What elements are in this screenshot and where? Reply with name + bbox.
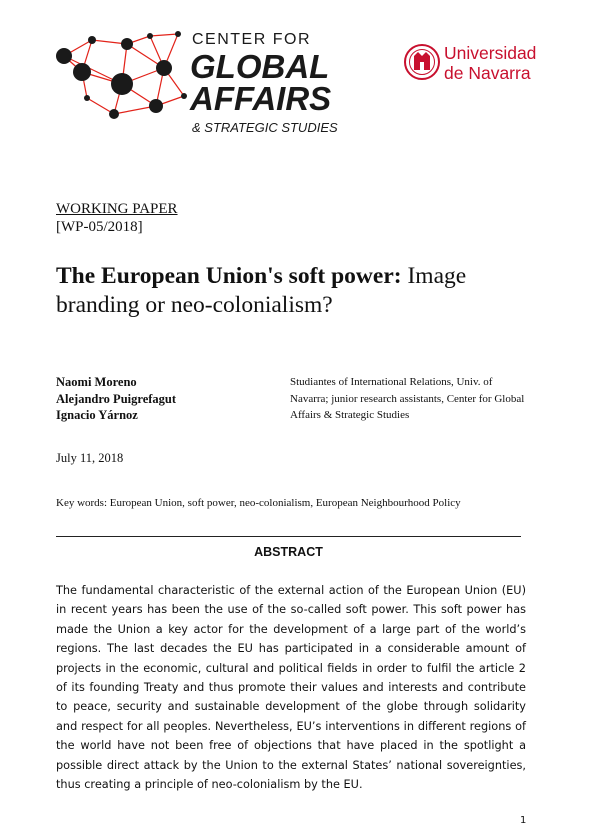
- cga-logo: [52, 26, 352, 138]
- paper-title-bold: The European Union's soft power:: [56, 263, 402, 289]
- working-paper-number: [WP-05/2018]: [56, 219, 143, 235]
- unav-logo-line1: Universidad: [444, 43, 537, 63]
- section-divider: [56, 536, 521, 537]
- universidad-de-navarra-logo: [404, 36, 544, 92]
- cga-logo-line1: CENTER FOR: [192, 31, 311, 48]
- author-list: [56, 374, 176, 424]
- cga-logo-line2: GLOBAL: [190, 48, 330, 85]
- cga-logo-line3: AFFAIRS: [190, 80, 332, 117]
- university-seal-icon: [405, 45, 439, 79]
- abstract-text: The fundamental characteristic of the external action of the European Union (EU) in recent years has been the use of the so-called soft power. This soft power has made the Union a key actor for the development of a large part of the world’s regions. The last decades the EU has participated in a considerable amount of projects in the economic, cultural and political fields in order to fulfil the article 2 of its founding Treaty and thus promote their values and interests and contribute to peace, security and sustainable development of the globe through solidarity and respect for all peoples. Nevertheless, EU’s interventions in different regions of the world have not been free of objections that have placed in the spotlight a possible direct attack by the Union to the external States’ national sovereignties, thus creating a principle of neo-colonialism by the EU.: [56, 584, 526, 792]
- unav-logo-line2: de Navarra: [444, 63, 531, 83]
- abstract-heading: ABSTRACT: [254, 545, 323, 559]
- cga-logo-line4: & STRATEGIC STUDIES: [192, 120, 338, 135]
- publication-date: July 11, 2018: [56, 451, 124, 465]
- keywords: Key words: European Union, soft power, neo-colonialism, European Neighbourhood Policy: [56, 497, 461, 509]
- author-name: Naomi Moreno: [56, 375, 137, 389]
- page-number: 1: [520, 815, 527, 826]
- paper-title: [56, 262, 536, 320]
- working-paper-label: WORKING PAPER: [56, 201, 178, 217]
- paper-title-rest: Image branding or neo-colonialism?: [56, 263, 467, 318]
- author-name: Alejandro Puigrefagut: [56, 391, 177, 406]
- author-name: Ignacio Yárnoz: [56, 408, 138, 422]
- author-affiliation: Studiantes of International Relations, Univ. of Navarra; junior research assistants, Center for Global Affairs & Strategic Studies: [290, 376, 525, 421]
